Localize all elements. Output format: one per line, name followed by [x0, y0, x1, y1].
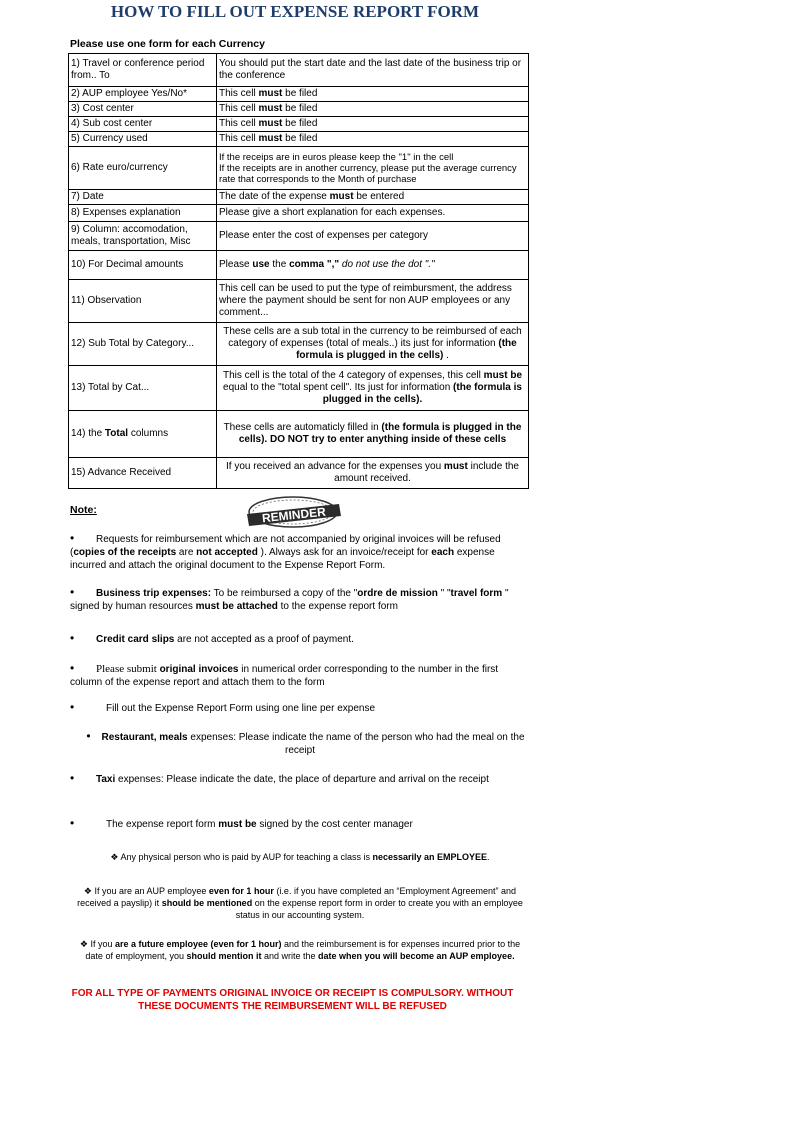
desc-cell: The date of the expense must be entered	[217, 190, 529, 205]
desc-cell: This cell is the total of the 4 category of expenses, this cell must be equal to the "total spent cell". Its just for information (the formula is plugged in the cells).	[217, 366, 529, 411]
desc-cell: This cell must be filed	[217, 132, 529, 147]
table-row	[69, 190, 529, 205]
diamond-icon: ❖	[110, 852, 119, 862]
note-label: Note:	[70, 504, 97, 516]
bullet-item: • Taxi expenses: Please indicate the date, the place of departure and arrival on the receipt	[70, 771, 489, 785]
field-cell: 2) AUP employee Yes/No*	[69, 87, 217, 102]
reminder-stamp-icon	[244, 494, 342, 530]
desc-cell: These cells are a sub total in the currency to be reimbursed of each category of expenses (total of meals..) its just for information (the formula is plugged in the cells) .	[217, 323, 529, 366]
table-row	[69, 411, 529, 458]
desc-cell: This cell must be filed	[217, 87, 529, 102]
field-cell: 11) Observation	[69, 280, 217, 323]
instructions-table	[68, 53, 529, 489]
desc-cell: Please use the comma "," do not use the dot "."	[217, 251, 529, 280]
bullet-item: • Credit card slips are not accepted as a proof of payment.	[70, 631, 354, 645]
field-cell: 8) Expenses explanation	[69, 205, 217, 222]
table-row	[69, 102, 529, 117]
bullet-item: • The expense report form must be signed by the cost center manager	[70, 816, 413, 830]
diamond-item: ❖ If you are a future employee (even for 1 hour) and the reimbursement is for expenses incurred prior to the date of employment, you should mention it and write the date when you will become an AUP employee.	[79, 939, 521, 961]
field-cell: 3) Cost center	[69, 102, 217, 117]
diamond-item: ❖ If you are an AUP employee even for 1 hour (i.e. if you have completed an “Employment Agreement” and received a payslip) it should be mentioned on the expense report form in order to create you with an employee status in our accounting system.	[77, 886, 523, 920]
desc-cell: These cells are automaticly filled in (the formula is plugged in the cells). DO NOT try to enter anything inside of these cells	[217, 411, 529, 458]
table-row	[69, 117, 529, 132]
field-cell: 4) Sub cost center	[69, 117, 217, 132]
table-row	[69, 147, 529, 190]
currency-instruction: Please use one form for each Currency	[70, 38, 265, 50]
desc-cell: This cell must be filed	[217, 102, 529, 117]
desc-cell: Please give a short explanation for each expenses.	[217, 205, 529, 222]
table-row	[69, 280, 529, 323]
bullet-item: • Restaurant, meals expenses: Please indicate the name of the person who had the meal on the receipt	[86, 729, 525, 756]
table-row	[69, 222, 529, 251]
table-row	[69, 366, 529, 411]
compulsory-warning: FOR ALL TYPE OF PAYMENTS ORIGINAL INVOICE OR RECEIPT IS COMPULSORY. WITHOUT THESE DOCUMENTS THE REIMBURSEMENT WILL BE REFUSED	[71, 988, 514, 1012]
table-row	[69, 251, 529, 280]
desc-cell: If the receips are in euros please keep the "1" in the cell If the receipts are in another currency, please put the average currency rate that corresponds to the Month of purchase	[217, 147, 529, 190]
field-cell: 12) Sub Total by Category...	[69, 323, 217, 366]
desc-cell: This cell must be filed	[217, 117, 529, 132]
bullet-item: • Business trip expenses: To be reimbursed a copy of the "ordre de mission " "travel form " signed by human resources must be attached to the expense report form	[70, 585, 509, 612]
table-row	[69, 87, 529, 102]
bullet-item: • Requests for reimbursement which are not accompanied by original invoices will be refused (copies of the receipts are not accepted ). Always ask for an invoice/receipt for each expense incurred and attach the original document to the Expense Report Form.	[70, 531, 501, 571]
diamond-icon: ❖	[79, 939, 88, 949]
field-cell: 14) the Total columns	[69, 411, 217, 458]
diamond-icon: ❖	[83, 886, 92, 896]
table-row	[69, 323, 529, 366]
stamp-text: REMINDER	[261, 504, 327, 526]
desc-cell: If you received an advance for the expenses you must include the amount received.	[217, 458, 529, 489]
field-cell: 13) Total by Cat...	[69, 366, 217, 411]
field-cell: 10) For Decimal amounts	[69, 251, 217, 280]
field-cell: 6) Rate euro/currency	[69, 147, 217, 190]
field-cell: 15) Advance Received	[69, 458, 217, 489]
table-row	[69, 54, 529, 87]
desc-cell: This cell can be used to put the type of reimbursment, the address where the payment should be sent for non AUP employees or any comment...	[217, 280, 529, 323]
bullet-item: • Please submit original invoices in numerical order corresponding to the number in the first column of the expense report and attach them to the form	[70, 661, 499, 688]
desc-cell: You should put the start date and the last date of the business trip or the conference	[217, 54, 529, 87]
field-cell: 7) Date	[69, 190, 217, 205]
field-cell: 9) Column: accomodation, meals, transportation, Misc	[69, 222, 217, 251]
table-row	[69, 205, 529, 222]
table-row	[69, 458, 529, 489]
field-cell: 5) Currency used	[69, 132, 217, 147]
diamond-item: ❖ Any physical person who is paid by AUP for teaching a class is necessarily an EMPLOYEE.	[110, 852, 490, 862]
table-row	[69, 132, 529, 147]
bullet-item: • Fill out the Expense Report Form using one line per expense	[70, 700, 376, 714]
page-title: HOW TO FILL OUT EXPENSE REPORT FORM	[110, 2, 480, 21]
field-cell: 1) Travel or conference period from.. To	[69, 54, 217, 87]
desc-cell: Please enter the cost of expenses per category	[217, 222, 529, 251]
